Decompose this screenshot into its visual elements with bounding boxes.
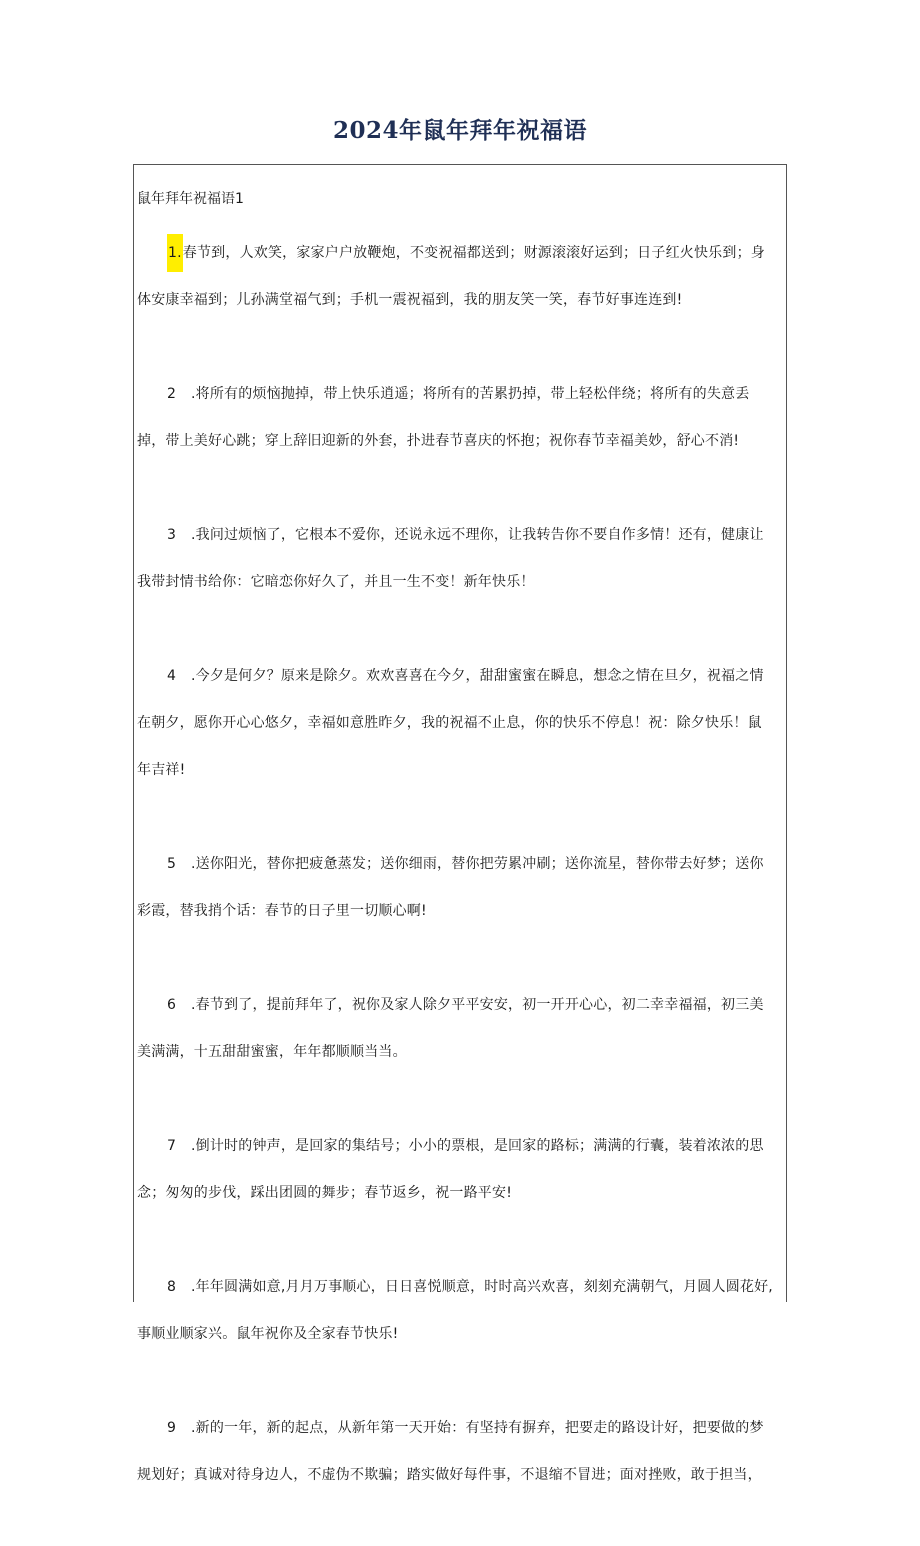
entry-text-continued: 事顺业顺家兴。鼠年祝你及全家春节快乐!: [137, 1326, 399, 1342]
entry-text: .春节到了，提前拜年了，祝你及家人除夕平平安安，初一开开心心，初二幸幸福福，初三美: [191, 997, 764, 1013]
entry-text-continued: 规划好；真诚对待身边人，不虚伪不欺骗；踏实做好每件事，不退缩不冒进；面对挫败，敢于担当，: [137, 1467, 762, 1483]
wish-entry: [137, 230, 783, 324]
entry-number: 6: [167, 997, 177, 1013]
entry-line: [137, 1123, 783, 1170]
entry-text-continued: 在朝夕，愿你开心心悠夕，幸福如意胜昨夕，我的祝福不止息，你的快乐不停息！祝：除夕快乐！鼠: [137, 715, 762, 731]
entry-text-continued: 体安康幸福到；儿孙满堂福气到；手机一震祝福到，我的朋友笑一笑，春节好事连连到!: [137, 292, 683, 308]
entry-text-continued: 美满满，十五甜甜蜜蜜，年年都顺顺当当。: [137, 1044, 407, 1060]
entry-text: .倒计时的钟声，是回家的集结号；小小的票根，是回家的路标；满满的行囊，装着浓浓的思: [191, 1138, 764, 1154]
entry-line: [137, 982, 783, 1029]
entry-line: [137, 512, 783, 559]
wish-entry: [137, 982, 783, 1076]
entry-number: 4: [167, 668, 177, 684]
entry-text-continued: 彩霞，替我捎个话：春节的日子里一切顺心啊!: [137, 903, 427, 919]
entry-number: 3: [167, 527, 177, 543]
entry-text: .年年圆满如意,月月万事顺心，日日喜悦顺意，时时高兴欢喜，刻刻充满朝气，月圆人圆花好,: [191, 1279, 773, 1295]
wish-entry: [137, 371, 783, 465]
entry-text: .送你阳光，替你把疲惫蒸发；送你细雨，替你把劳累冲刷；送你流星，替你带去好梦；送你: [191, 856, 764, 872]
wish-entry: [137, 512, 783, 606]
entry-number: 1.: [167, 234, 183, 272]
entry-text: .将所有的烦恼抛掉，带上快乐逍遥；将所有的苦累扔掉，带上轻松伴绕；将所有的失意丢: [191, 386, 750, 402]
entry-number: 9: [167, 1420, 177, 1436]
wish-entry: [137, 1123, 783, 1217]
entry-text-continued: 念；匆匆的步伐，踩出团圆的舞步；春节返乡，祝一路平安!: [137, 1185, 513, 1201]
entry-line: [137, 1405, 783, 1452]
entry-number: 8: [167, 1279, 177, 1295]
entry-list: [137, 230, 783, 1546]
entry-text-continued: 年吉祥!: [137, 762, 186, 778]
entry-line: [137, 1264, 783, 1311]
entry-text: .今夕是何夕？原来是除夕。欢欢喜喜在今夕，甜甜蜜蜜在瞬息，想念之情在旦夕，祝福之情: [191, 668, 764, 684]
entry-number: 7: [167, 1138, 177, 1154]
entry-number: 5: [167, 856, 177, 872]
entry-text-continued: 掉，带上美好心跳；穿上辞旧迎新的外套，扑进春节喜庆的怀抱；祝你春节幸福美妙，舒心不消!: [137, 433, 740, 449]
wish-entry: [137, 841, 783, 935]
wish-entry: [137, 1264, 783, 1358]
wish-entry: [137, 653, 783, 794]
entry-line: [137, 653, 783, 700]
document-title: 2024年鼠年拜年祝福语: [332, 117, 587, 144]
entry-line: [137, 841, 783, 888]
entry-line: [137, 230, 783, 277]
entry-text: .我问过烦恼了，它根本不爱你，还说永远不理你，让我转告你不要自作多情！还有，健康让: [191, 527, 764, 543]
entry-number: 2: [167, 386, 177, 402]
wish-entry: [137, 1405, 783, 1499]
entry-text: 春节到，人欢笑，家家户户放鞭炮，不变祝福都送到；财源滚滚好运到；日子红火快乐到；身: [182, 245, 765, 261]
entry-text-continued: 我带封情书给你：它暗恋你好久了，并且一生不变！新年快乐！: [137, 574, 535, 590]
entry-line: [137, 371, 783, 418]
entry-text: .新的一年，新的起点，从新年第一天开始：有坚持有摒弃，把要走的路设计好，把要做的梦: [191, 1420, 764, 1436]
section-heading: 鼠年拜年祝福语1: [137, 191, 244, 207]
